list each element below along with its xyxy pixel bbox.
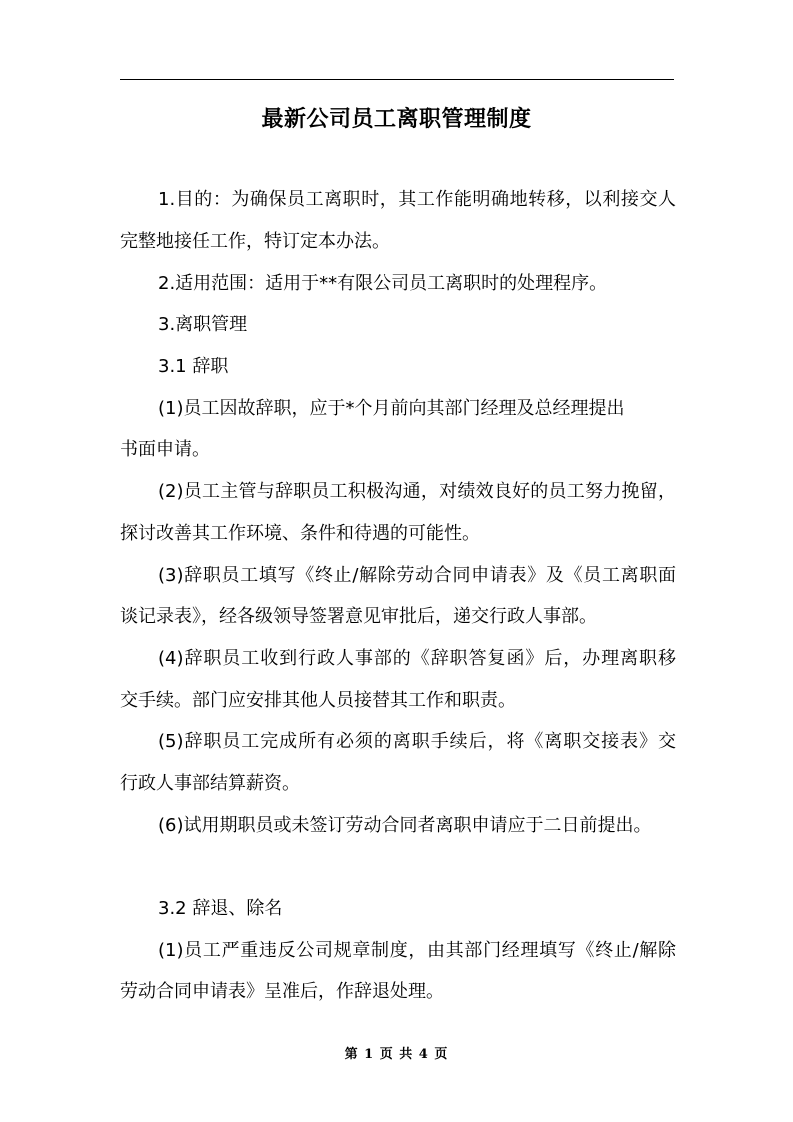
paragraph-line: 谈记录表》，经各级领导签署意见审批后，递交行政人事部。 (120, 606, 597, 627)
document-title: 最新公司员工离职管理制度 (261, 107, 532, 132)
page-number-footer: 第 1 页 共 4 页 (344, 1047, 449, 1062)
subsection-heading: 3.1 辞职 (158, 356, 229, 377)
paragraph-line: 探讨改善其工作环境、条件和待遇的可能性。 (120, 523, 480, 544)
paragraph-line: 劳动合同申请表》呈准后，作辞退处理。 (120, 981, 444, 1002)
subsection-heading: 3.2 辞退、除名 (158, 898, 283, 919)
paragraph-line: (1)员工严重违反公司规章制度，由其部门经理填写《终止/解除 (158, 940, 676, 961)
paragraph-line: 2.适用范围：适用于**有限公司员工离职时的处理程序。 (158, 273, 608, 294)
paragraph-line: (2)员工主管与辞职员工积极沟通，对绩效良好的员工努力挽留， (158, 481, 676, 502)
paragraph-line: (4)辞职员工收到行政人事部的《辞职答复函》后，办理离职移 (158, 648, 676, 669)
paragraph-line: 交手续。部门应安排其他人员接替其工作和职责。 (120, 690, 516, 711)
paragraph-line: (5)辞职员工完成所有必须的离职手续后，将《离职交接表》交 (158, 731, 676, 752)
paragraph-line: 完整地接任工作，特订定本办法。 (120, 231, 390, 252)
paragraph-line: 行政人事部结算薪资。 (120, 773, 300, 794)
paragraph-line: (6)试用期职员或未签订劳动合同者离职申请应于二日前提出。 (158, 815, 652, 836)
paragraph-line: 1.目的：为确保员工离职时，其工作能明确地转移，以利接交人 (158, 189, 676, 210)
paragraph-line: 书面申请。 (120, 439, 210, 460)
header-rule (120, 79, 674, 80)
paragraph-line: (1)员工因故辞职，应于*个月前向其部门经理及总经理提出 (158, 398, 625, 419)
paragraph-line: (3)辞职员工填写《终止/解除劳动合同申请表》及《员工离职面 (158, 565, 676, 586)
section-heading: 3.离职管理 (158, 314, 248, 335)
